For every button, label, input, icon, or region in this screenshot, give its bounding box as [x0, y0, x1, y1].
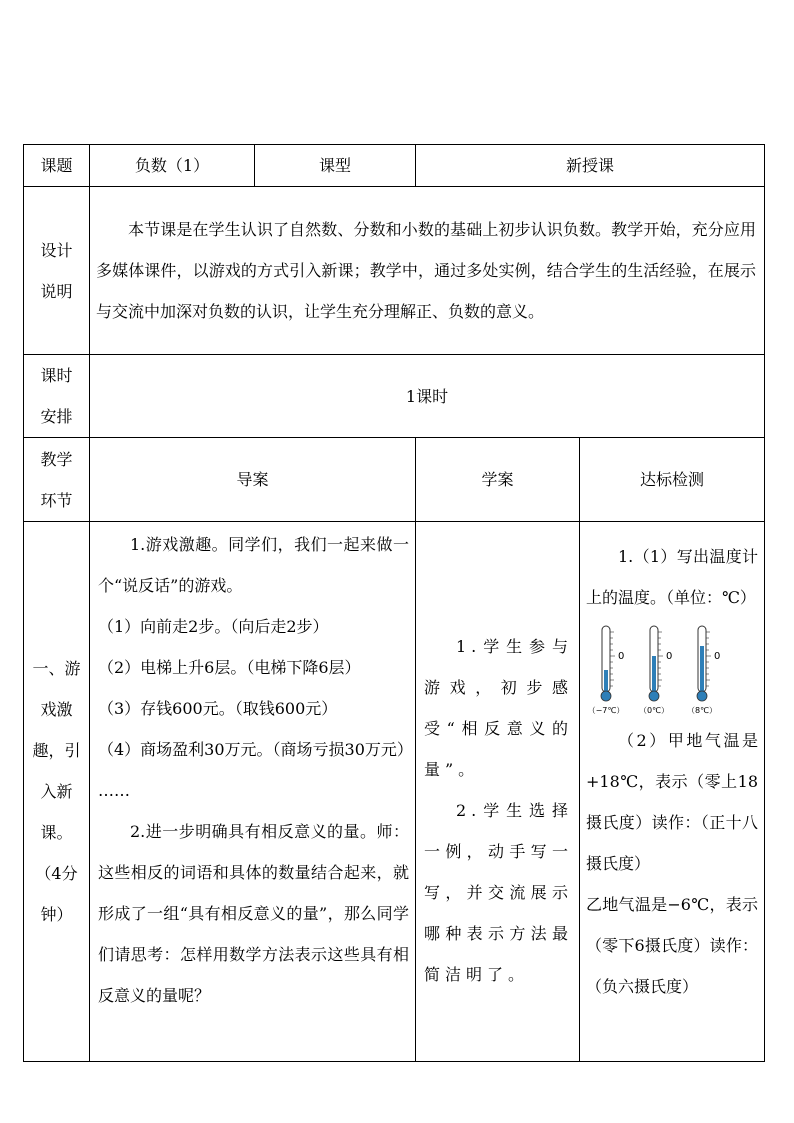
design-label: 设计 说明: [24, 187, 90, 355]
section-1-check: [580, 522, 765, 1062]
guide-item-4: （4）商场盈利30万元。（商场亏损30万元）: [98, 740, 413, 759]
study-paragraph-1: 1.学生参与游戏，初步感受“相反意义的量”。: [424, 637, 573, 779]
column-header-row: [24, 438, 765, 522]
section-1-guide: [90, 522, 416, 1062]
thermometer-1-zero: 0: [618, 651, 625, 662]
guide-paragraph-1: 1.游戏激趣。同学们，我们一起来做一个“说反话”的游戏。: [98, 535, 409, 595]
thermometer-1-liquid: [604, 670, 608, 694]
section-1-study: [416, 522, 580, 1062]
type-label: 课型: [255, 145, 416, 187]
check-question-1: 1.（1）写出温度计上的温度。（单位：℃）: [586, 547, 759, 607]
guide-item-1: （1）向前走2步。（向后走2步）: [98, 617, 329, 636]
type-value: 新授课: [416, 145, 765, 187]
thermometer-3-zero: 0: [714, 651, 721, 662]
design-text-cell: [90, 187, 765, 355]
stage-header: 教学 环节: [24, 438, 90, 522]
thermometer-1-caption: （−7℃）: [587, 706, 625, 715]
section-1-stage: 一、游 戏激 趣，引 入新 课。 （4分 钟）: [24, 522, 90, 1062]
check-header: 达标检测: [580, 438, 765, 522]
thermometer-3: [687, 626, 720, 715]
thermometer-figure: [586, 624, 758, 716]
study-paragraph-2: 2.学生选择一例，动手写一写，并交流展示哪种表示方法最简洁明了。: [424, 801, 573, 984]
thermometers-svg: [586, 624, 736, 716]
guide-paragraph-2: 2.进一步明确具有相反意义的量。师：这些相反的词语和具体的数量结合起来，就形成了一组“具有相反意义的量”，那么同学们请思考：怎样用数学方法表示这些具有相反意义的量呢？: [98, 822, 409, 1005]
thermometer-1: [588, 626, 625, 715]
thermometer-2: [639, 626, 672, 715]
header-row: [24, 145, 765, 187]
lesson-title: 负数（1）: [90, 145, 255, 187]
thermometer-2-liquid: [652, 656, 656, 694]
check-question-2: （2）甲地气温是+18℃，表示（零上18摄氏度）读作：（正十八摄氏度）: [586, 731, 759, 873]
schedule-row: [24, 355, 765, 438]
guide-header: 导案: [90, 438, 416, 522]
thermometer-3-liquid: [700, 646, 704, 694]
lesson-plan-table: [23, 144, 765, 1062]
schedule-label: 课时 安排: [24, 355, 90, 438]
design-text: 本节课是在学生认识了自然数、分数和小数的基础上初步认识负数。教学开始，充分应用多媒体课件，以游戏的方式引入新课；教学中，通过多处实例，结合学生的生活经验，在展示与交流中加深对负数的认识，让学生充分理解正、负数的意义。: [96, 220, 757, 321]
guide-ellipsis: ……: [98, 781, 130, 800]
thermometer-3-caption: （8℃）: [686, 706, 718, 715]
guide-item-3: （3）存钱600元。（取钱600元）: [98, 699, 338, 718]
check-question-3: 乙地气温是−6℃，表示（零下6摄氏度）读作：（负六摄氏度）: [586, 895, 759, 996]
study-header: 学案: [416, 438, 580, 522]
thermometer-2-caption: （0℃）: [638, 706, 670, 715]
design-row: [24, 187, 765, 355]
lesson-label: 课题: [24, 145, 90, 187]
thermometer-2-zero: 0: [666, 651, 673, 662]
schedule-value: 1课时: [90, 355, 765, 438]
guide-item-2: （2）电梯上升6层。（电梯下降6层）: [98, 658, 361, 677]
section-1-row: [24, 522, 765, 1062]
